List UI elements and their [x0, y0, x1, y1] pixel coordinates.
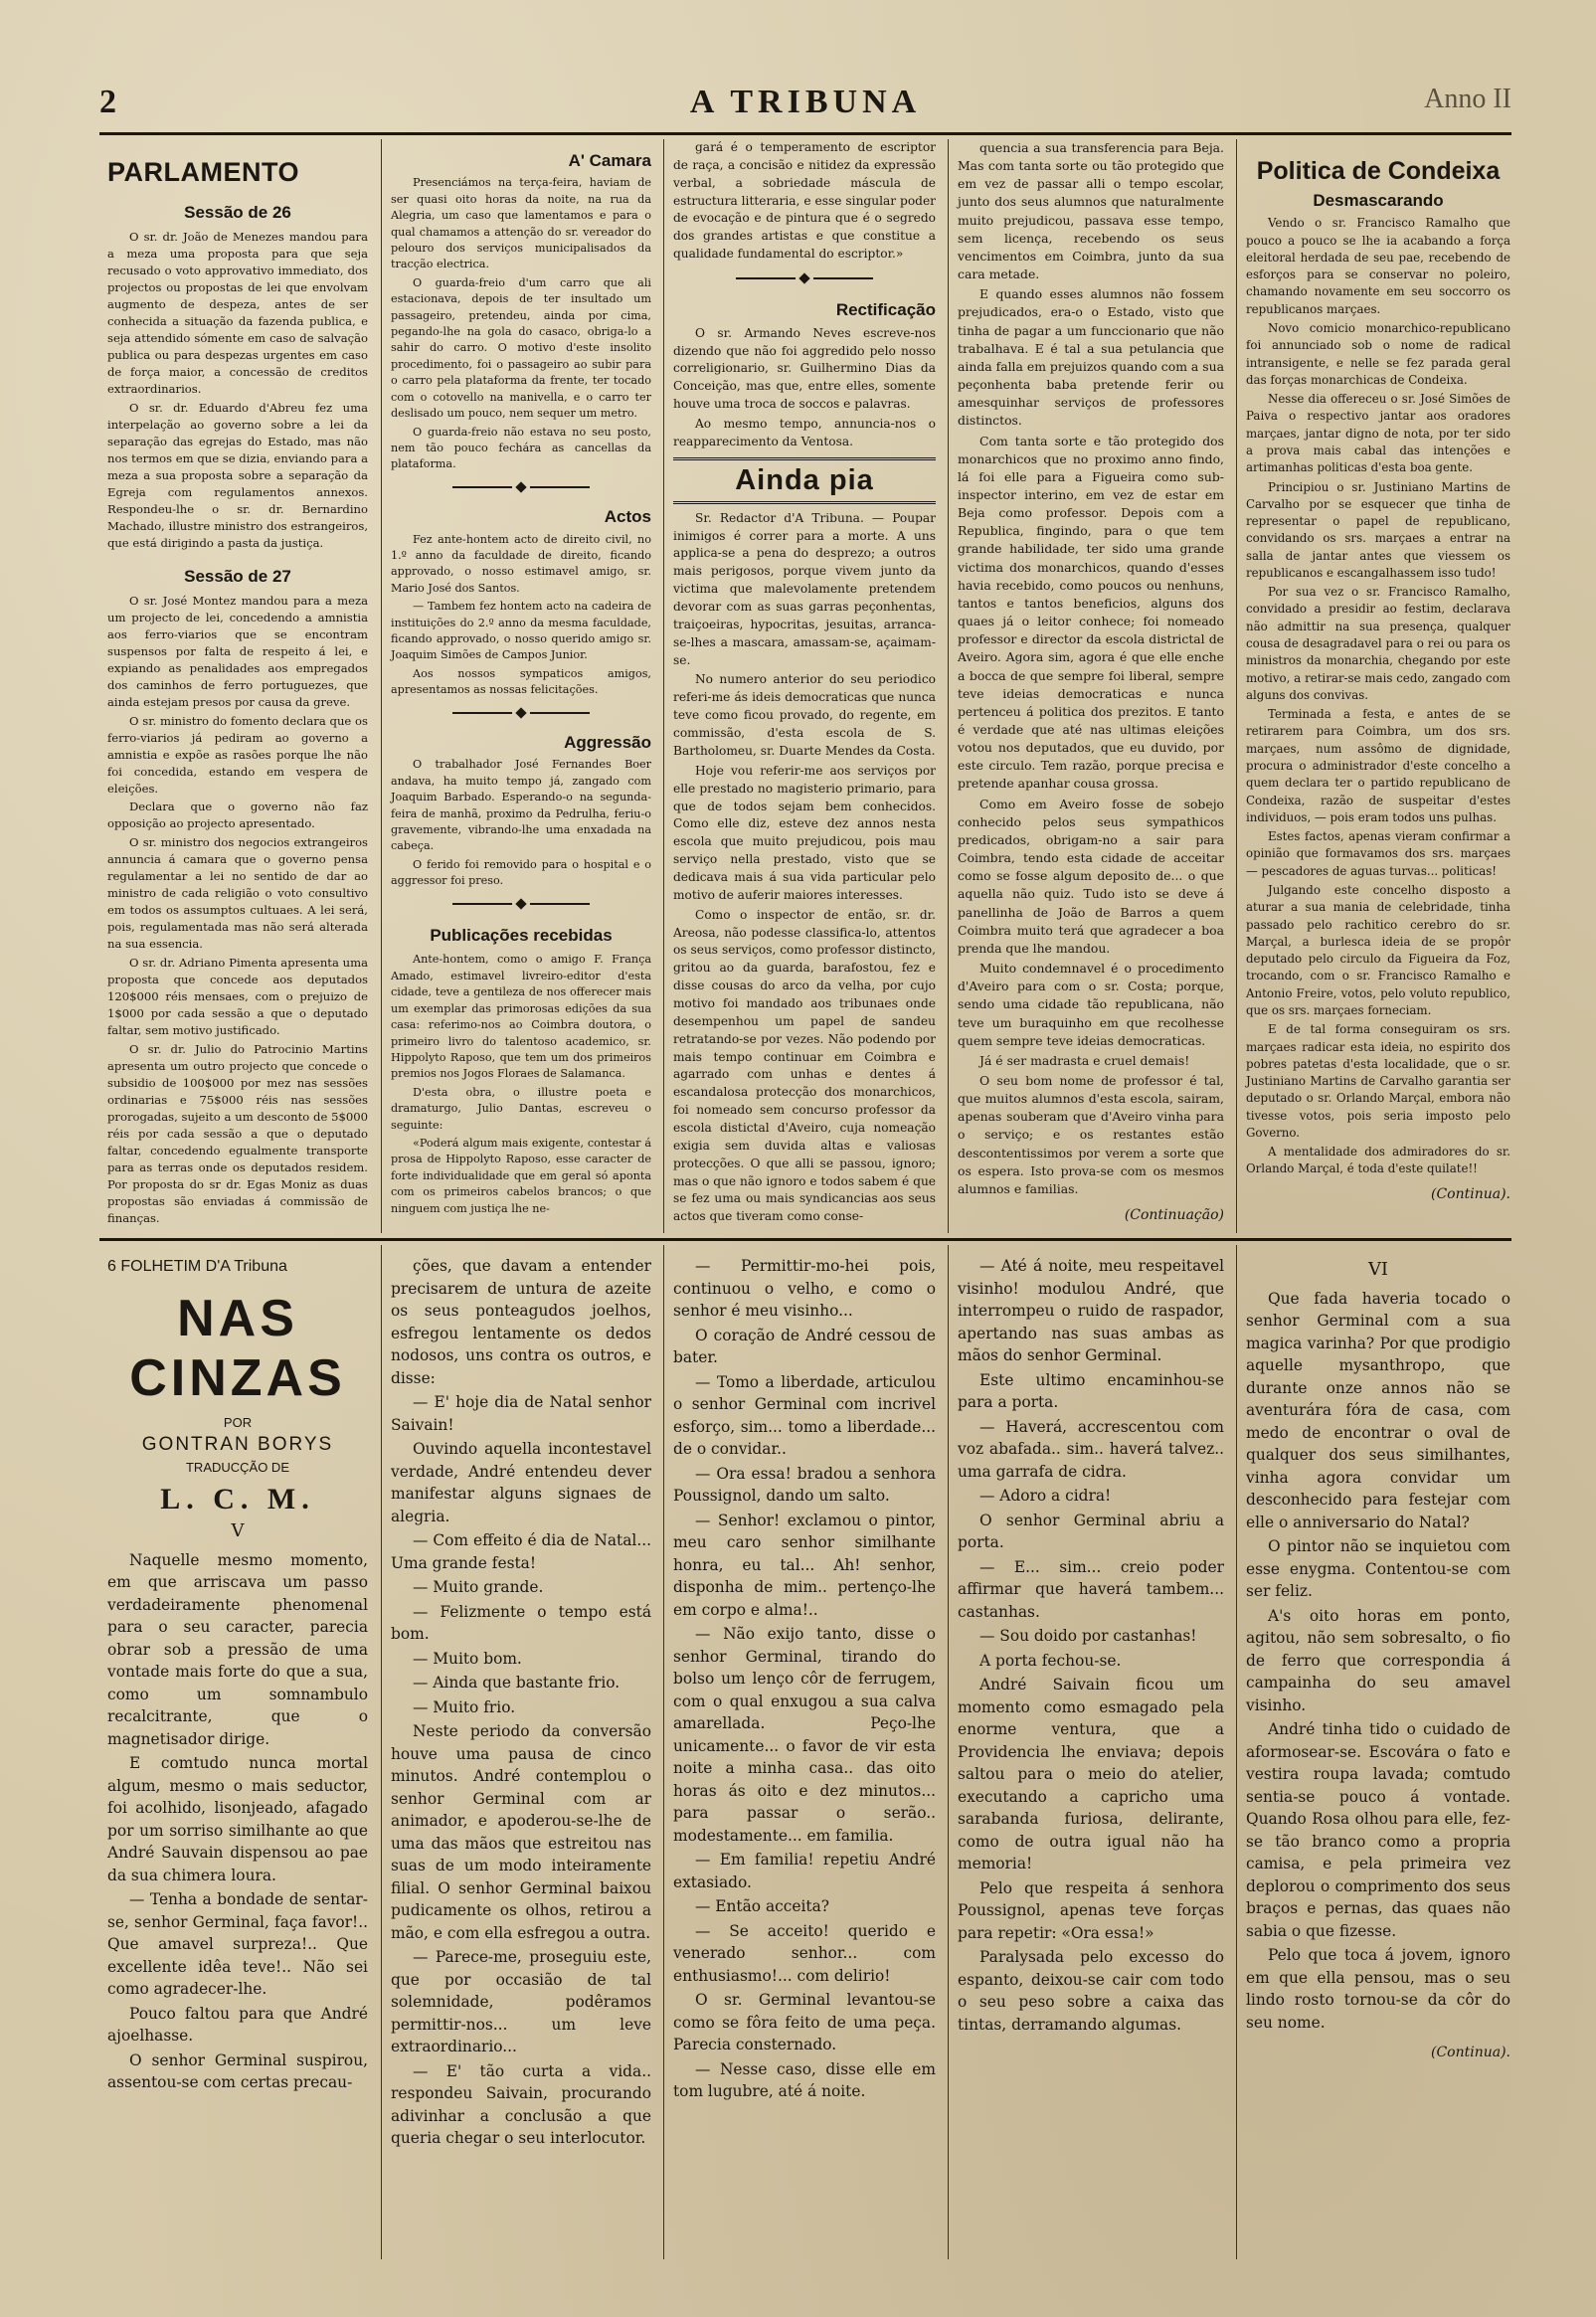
paragraph: Terminada a festa, e antes de se retirarem para Coimbra, um dos srs. marçaes, num assômo de dignidade, procura o administrador d'este concelho a quem declara ter o partido republicano de Condeixa, razão de suspeitar d'estes individuos, — pois eram todos uns pulhas. — [1246, 707, 1510, 824]
column-divider — [381, 1245, 382, 2259]
paragraph: — E... sim... creio poder affirmar que haverá tambem... castanhas. — [958, 1557, 1224, 1621]
paragraph: Este ultimo encaminhou-se para a porta. — [958, 1370, 1224, 1411]
column-divider — [1236, 139, 1237, 1233]
paragraph: Ante-hontem, como o amigo F. França Amado, estimavel livreiro-editor d'esta cidade, teve a gentileza de nos offerecer mais um exemplar das primorosas edições da sua casa: referimo-nos ao Coimbra doutora, o primeiro livro do talentoso academico, sr. Hippolyto Raposo, que tem um dos primeiros premios nos Jogos Floraes de Salamanca. — [391, 953, 651, 1081]
paragraph: Muito condemnavel é o procedimento d'Aveiro para com o sr. Costa; porque, sendo uma cidade tão republicana, não teve um buraquinho em que recolhesse quem sempre teve ideias democraticas. — [958, 961, 1224, 1048]
folhetim-translator: L. C. M. — [160, 1483, 315, 1515]
paragraph: André Saivain ficou um momento como esmagado pela enorme ventura, que a Providencia lhe enviava; depois saltou para o meio do atelier, executando a capricho uma sarabanda furiosa, delirante, como de outra igual não ha memoria! — [958, 1676, 1224, 1872]
paragraph: O trabalhador José Fernandes Boer andava, ha muito tempo já, zangado com Joaquim Barbado. Esperando-o na segunda-feira de manhã, proximo da Pedrulha, feriu-o gravemente, vibrando-lhe uma enxadada na cabeça. — [391, 758, 651, 853]
paragraph: E quando esses alumnos não fossem prejudicados, era-o o Estado, visto que tinha de pagar a um funccionario que não trabalhava. E é tal a sua petulancia que ainda falla em prejuizos quando com a sua peçonhenta baba pretende ferir ou amesquinhar serviços de professores distinctos. — [958, 286, 1224, 429]
column-divider — [663, 1245, 664, 2259]
folhetim-heading: 6 FOLHETIM D'A Tribuna — [107, 1258, 287, 1275]
paragraph: Naquelle mesmo momento, em que arriscava um passo verdadeiramente phenomenal para o seu caracter, parecia obrar sob a pressão de uma vontade mais forte do que a sua, como um somnambulo recalcitrante, que o magnetisador dirige. — [107, 1550, 368, 1748]
paragraph: «Poderá algum mais exigente, contestar á prosa de Hippolyto Raposo, esse caracter de forte individualidade que em geral só aponta com os primeiros cabelos brancos; o que ninguem com justiça lhe ne- — [391, 1136, 651, 1215]
subheading: Desmascarando — [1313, 191, 1444, 210]
paragraph: O coração de André cessou de bater. — [673, 1326, 936, 1366]
paragraph: Julgando este concelho disposto a aturar a sua mania de celebridade, tinha passado pelo rachitico cerebro do sr. Marçal, a burlesca ideia de se propôr deputado pelo circulo da Figueira da Foz, trocando, com o sr. Francisco Ramalho e Antonio Freire, votos, pelo voluto republico, que os srs. marçaes forneciam. — [1246, 882, 1510, 1017]
subheading: Sessão de 27 — [184, 566, 291, 586]
paragraph: — E' hoje dia de Natal senhor Saivain! — [391, 1393, 651, 1434]
paragraph: O sr. dr. João de Menezes mandou para a meza uma proposta para que seja recusado o voto approvativo immediato, dos projectos ou propostas de lei que envolvam augmento de despeza, antes de ser conhecida a situação da fazenda publica, e seja attendido sómente em caso de salvação publica ou para despezas urgentes em caso de força maior, a concessão de creditos extraordinarios. — [107, 229, 368, 396]
paragraph: — Ora essa! bradou a senhora Poussignol, dando um salto. — [673, 1464, 936, 1505]
paragraph: ções, que davam a entender precisarem de untura de azeite os seus ponteagudos joelhos, esfregou lentamente os dedos nodosos, uns contra os outros, e disse: — [391, 1257, 651, 1387]
folhetim-column — [673, 1255, 936, 2105]
paragraph: — Muito grande. — [413, 1578, 544, 1596]
paragraph: A's oito horas em ponto, agitou, não sem sobresalto, o fio de ferro que correspondia á campainha do seu amavel visinho. — [1246, 1606, 1510, 1714]
paragraph: O senhor Germinal abriu a porta. — [958, 1511, 1224, 1551]
paragraph: Já é ser madrasta e cruel demais! — [979, 1052, 1190, 1068]
paragraph: E de tal forma conseguiram os srs. marçaes radicar esta ideia, no espirito dos pobres patetas d'esta localidade, que o sr. Justiniano Martins de Carvalho garantia ser deputado o sr. Orlando Marçal, embora não tivesse votos, pois seria imposto pelo Governo. — [1246, 1022, 1510, 1140]
paragraph: — Então acceita? — [695, 1897, 830, 1915]
paragraph: — Tenha a bondade de sentar-se, senhor Germinal, faça favor!.. Que amavel surpreza!.. Que excellente idêa teve!.. Não sei como agradecer-lhe. — [107, 1890, 368, 1998]
paragraph: — Até á noite, meu respeitavel visinho! modulou André, que interrompeu o ruido de raspador, apertando nas suas ambas as mãos do senhor Germinal. — [958, 1257, 1224, 1364]
paragraph: — Senhor! exclamou o pintor, meu caro senhor similhante honra, eu tal... Ah! senhor, disponha de mim.. pertenço-lhe em corpo e alma!.. — [673, 1511, 936, 1619]
paragraph: Paralysada pelo excesso do espanto, deixou-se cair com todo o seu peso sobre a caixa das tintas, derramando algumas. — [958, 1948, 1224, 2034]
paragraph: Ouvindo aquella incontestavel verdade, André entendeu dever manifestar alguns signaes de alegria. — [391, 1440, 651, 1525]
paragraph: Vendo o sr. Francisco Ramalho que pouco a pouco se lhe ia acabando a força eleitoral herdada de seu pae, recebendo de esforços para se conservar no poleiro, chamando novamente em seu soccorro os republicanos marçaes. — [1246, 216, 1510, 316]
paragraph: André tinha tido o cuidado de aformosear-se. Escovára o fato e vestira roupa lavada; comtudo sentia-se pouco á vontade. Quando Rosa olhou para elle, fez-se tão branco como a propria camisa, e pela primeira vez deplorou o comprimento dos seus braços e pernas, das quaes não sabia o que fizesse. — [1246, 1720, 1510, 1940]
paragraph: O sr. dr. Eduardo d'Abreu fez uma interpelação ao governo sobre a lei da separação das egrejas do Estado, mas não nos termos em que se dizia, enviando para a meza a sua proposta sobre a separação da Egreja com regulamentos annexos. Respondeu-lhe o sr. dr. Bernardino Machado, illustre ministro dos estrangeiros, que está dirigindo a pasta da justiça. — [107, 400, 368, 550]
masthead — [99, 84, 1511, 123]
paragraph: — Ainda que bastante frio. — [413, 1674, 621, 1692]
paragraph: O sr. Armando Neves escreve-nos dizendo que não foi aggredido pelo nosso correligionario, sr. Guilhermino Dias da Conceição, mas que, entre elles, somente houve uma troca de soccos e palavras. — [673, 325, 936, 412]
paragraph: — Muito bom. — [413, 1649, 522, 1668]
article-title: Politica de Condeixa — [1256, 157, 1501, 185]
folhetim-author: GONTRAN BORYS — [141, 1434, 334, 1455]
folhetim-column — [391, 1255, 651, 2152]
ornament-divider — [391, 896, 651, 912]
paragraph: — Adoro a cidra! — [979, 1487, 1112, 1505]
paragraph: — Tomo a liberdade, articulou o senhor Germinal com incrivel esforço, sim... tomo a liberdade... de o convidar.. — [673, 1372, 936, 1458]
paragraph: — Se acceito! querido e venerado senhor... com enthusiasmo!... com delirio! — [673, 1921, 936, 1985]
subheading: Publicações recebidas — [430, 926, 613, 946]
chapter-number: V — [231, 1520, 245, 1541]
paragraph: O senhor Germinal suspirou, assentou-se com certas precau- — [107, 2050, 368, 2091]
paragraph: O guarda-freio não estava no seu posto, nem tão pouco fechára as cancellas da plataforma. — [391, 425, 651, 471]
paragraph: Como em Aveiro fosse de sobejo conhecido pelos seus sympathicos predicados, obrigam-no a sair para Coimbra, tendo esta cidade de acceitar como se fosse algum deposito de... o que aquella não quiz. Tudo isto se deve á panellinha de João de Barros a quem Coimbra muito terá que agradecer a boa prenda que lhe mandou. — [958, 796, 1224, 956]
paragraph: Aos nossos sympaticos amigos, apresentamos as nossas felicitações. — [391, 666, 651, 697]
paragraph: Pouco faltou para que André ajoelhasse. — [107, 2004, 368, 2045]
column-ainda-pia-cont — [958, 139, 1224, 1224]
paragraph: Sr. Redactor d'A Tribuna. — Poupar inimigos é correr para a morte. A uns applica-se a pena do desprezo; a outros mais perigosos, porque vivem junto da victima que malevolamente pretendem devorar com as suas garras peçonhentas, traiçoeiras, hypocritas, jesuitas, arranca-se-lhes a mascara, amassam-se, açaimam-se. — [673, 510, 936, 667]
paragraph: O sr. Germinal levantou-se como se fôra feito de uma peça. Parecia consternado. — [673, 1991, 936, 2053]
paragraph: Como o inspector de então, sr. dr. Areosa, não podesse classifica-lo, attentos os seus serviços, como professor distincto, gritou ao da guarda, barafostou, fez e disse cousas do arco da velha, por cujo motivo foi mandado aos tribunaes onde desempenhou um papel de sandeu retratando-se por vezes. Não podendo por mais tempo continuar em Coimbra e agarrado com unhas e dentes á escandalosa protecção dos monarchicos, foi nomeado sem concurso professor da escola distictal d'Aveiro, cuja nomeação exigia sem duvida altas e valiosas protecções. O que alli se passou, ignoro; mas o que não ignoro e todos sabem é que se fez uma ou mais syndicancias aos seus actos que tiveram como conse- — [673, 907, 936, 1224]
ornament-divider — [391, 705, 651, 721]
folhetim-column — [1246, 1255, 1510, 2064]
paragraph: gará é o temperamento de escriptor de raça, a concisão e nitidez da expressão verbal, a sobriedade máscula de estructura litteraria, e esse singular poder de evocação e de pintura que é o segredo dos grandes artistas e que constitue a qualidade fundamental do escriptor.» — [673, 140, 936, 262]
paragraph: Pelo que respeita á senhora Poussignol, apenas teve forças para repetir: «Ora essa!» — [958, 1878, 1224, 1942]
masthead-rule — [99, 132, 1511, 135]
paragraph: — Tambem fez hontem acto na cadeira de instituições do 2.º anno da mesma faculdade, ficando approvado, o nosso querido amigo sr. Joaquim Simões de Campos Junior. — [391, 600, 651, 662]
paragraph: Com tanta sorte e tão protegido dos monarchicos que no proximo anno findo, lá foi elle para a Figueira como sub-inspector interino, em vez de estar em Beja como professor. Depois com a Republica, fingindo, para o que tem grande habilidade, ter sido uma grande victima dos monarchicos, quando d'esses havia recebido, como poucos ou nenhuns, tantos e tantos beneficios, alguns dos quaes já o leitor conhece; foi nomeado professor e director da escola districtal de Aveiro. Agora sim, agora é que elle enche a bocca de que sempre foi liberal, sempre teve ideias democraticas e nunca pertenceu á politica dos prezitos. E tanto é verdade que até nas ultimas eleições votou nos deputados, que eu duvido, por este circulo. Tem razão, porque precisa e pretende apanhar cousa grossa. — [958, 433, 1224, 792]
paragraph: O seu bom nome de professor é tal, que muitos alumnos d'esta escola, sairam, apenas souberam que d'Aveiro vinha para o serviço; e os restantes estão descontentissimos por verem a sorte que os espera. Isto prova-se com os mesmos alumnos e familias. — [958, 1072, 1224, 1196]
paragraph: No numero anterior do seu periodico referi-me ás ideis democraticas que nunca teve como ficou provado, do regente, em commissão, d'esta escola de S. Bartholomeu, sr. Duarte Mendes da Costa. — [673, 672, 936, 758]
paragraph: — Nesse caso, disse elle em tom lugubre, até á noite. — [673, 2059, 936, 2100]
paragraph: — Muito frio. — [413, 1697, 516, 1716]
paragraph: — Permittir-mo-hei pois, continuou o velho, e como o senhor é meu visinho... — [673, 1257, 936, 1320]
continuation-note: (Continua). — [1430, 2045, 1510, 2060]
newspaper-title: A TRIBUNA — [689, 84, 922, 120]
paragraph: O sr. ministro dos negocios extrangeiros annuncia á camara que o governo pensa regulamentar a lei no sentido de dar ao ministro de cada religião o voto consultivo em todos os assumptos cultuaes. A lei será, pois, regulamentada mas não será alterada na sua essencia. — [107, 835, 368, 952]
folhetim-translation-label: TRADUCÇÃO DE — [185, 1459, 289, 1475]
paragraph: Principiou o sr. Justiniano Martins de Carvalho por se esquecer que tinha de representar o papel de republicano, convidando os srs. marçaes a entrar na salla de jantar antes que viessem os republicanos e escangalhassem isso tudo! — [1246, 479, 1510, 580]
paragraph: A mentalidade dos admiradores do sr. Orlando Marçal, é toda d'este quilate!! — [1246, 1145, 1510, 1176]
column-divider — [948, 1245, 949, 2259]
paragraph: Neste periodo da conversão houve uma pausa de cinco minutos. André contemplou o senhor Germinal com ar animador, e apoderou-se-lhe de uma das mãos que estreitou nas suas de um modo inteiramente filial. O senhor Germinal baixou pudicamente os olhos, retirou a mão, e com ella esfregou a outra. — [391, 1722, 651, 1942]
subheading: A' Camara — [568, 151, 651, 170]
subheading: Rectificação — [835, 299, 936, 319]
column-ainda-pia — [673, 139, 936, 1228]
column-divider — [948, 139, 949, 1233]
paragraph: E comtudo nunca mortal algum, mesmo o mais seductor, foi acolhido, lisonjeado, afagado por um sorriso similhante ao que André Sauvain dispensou ao pae da sua chimera loura. — [107, 1754, 368, 1884]
paragraph: O pintor não se inquietou com esse enygma. Contentou-se com ser feliz. — [1246, 1537, 1510, 1600]
ornament-divider — [391, 479, 651, 495]
paragraph: Declara que o governo não faz opposição ao projecto apresentado. — [107, 800, 368, 831]
column-politica — [1246, 139, 1510, 1203]
folhetim-rule — [99, 1238, 1511, 1241]
paragraph: Novo comicio monarchico-republicano foi annunciado sob o nome de radical intransigente, e nelle se fez parada geral das forças monarchicas de Condeixa. — [1246, 320, 1510, 387]
page-number: 2 — [99, 84, 116, 120]
paragraph: O sr. ministro do fomento declara que os ferro-viarios já pediram ao governo a amnistia e expõe as rasões porque lhe não foi concedida, estando em vespera de eleições. — [107, 713, 368, 796]
paragraph: O guarda-freio d'um carro que ali estacionava, depois de ter insultado um passageiro, pretendeu, ainda por cima, pegando-lhe na gola do casaco, obriga-lo a sahir do carro. O motivo d'este insolito procedimento, foi o passageiro ao subir para o carro pela plataforma da frente, ter tocado com o cotovello na manivella, e o carro ter deslisado um pouco, nem sequer um metro. — [391, 275, 651, 421]
continuation-note: (Continuação) — [1124, 1207, 1224, 1224]
folhetim-column — [107, 1248, 368, 2096]
paragraph: Por sua vez o sr. Francisco Ramalho, convidado a presidir ao festim, declarava não admittir na sua presença, qualquer cousa de desagradavel para o rei ou para os ministros da monarchia, chegando por este motivo, a retirar-se mais cedo, zangado com alguns dos convivas. — [1246, 585, 1510, 702]
paragraph: — Não exijo tanto, disse o senhor Germinal, tirando do bolso um lenço côr de ferrugem, com o qual enxugou a sua calva amarellada. Peço-lhe unicamente... o favor de vir esta noite a minha casa.. das oito horas ás oito e dez minutos... para passar o serão.. modestamente... em familia. — [673, 1625, 936, 1845]
paragraph: Hoje vou referir-me aos serviços por elle prestado no magisterio primario, para que de todos sejam bem conhecidos. Como elle diz, esteve dez annos nesta escola que muito prejudicou, pois mau serviço nella prestado, visto que se dedicava mais á sua vida particular pelo motivo de auferir maiores interesses. — [673, 763, 936, 902]
paragraph: Pelo que toca á jovem, ignoro em que ella pensou, mas o seu lindo rosto tornou-se da côr do seu nome. — [1246, 1946, 1510, 2032]
article-title: Ainda pia — [673, 457, 936, 504]
folhetim-title: NAS CINZAS — [129, 1289, 346, 1407]
column-divider — [1236, 1245, 1237, 2259]
paragraph: Que fada haveria tocado o senhor Germinal com a sua magica varinha? Por que prodigio aquelle mysanthropo, que durante onze annos não se aventurára fóra de casa, com medo de encontrar o oval de qualquer dos seus similhantes, vinha agora convidar um desconhecido para festejar com elle o anniversario do Natal? — [1246, 1289, 1510, 1531]
ornament-divider — [673, 269, 936, 287]
column-divider — [381, 139, 382, 1233]
column-news — [391, 139, 651, 1219]
paragraph: — Sou doido por castanhas! — [979, 1627, 1197, 1645]
continuation-note: (Continua). — [1430, 1185, 1510, 1202]
paragraph: quencia a sua transferencia para Beja. Mas com tanta sorte ou tão protegido que em vez de passar alli o tempo escolar, junto dos seus alumnos que naturalmente muito prejudicou, passava esse tempo, sem licença, recebendo os seus vencimentos em Coimbra, junto da sua cara metade. — [958, 140, 1224, 282]
chapter-number: VI — [1367, 1259, 1389, 1280]
subheading: Aggressão — [564, 733, 651, 752]
year-label: Anno II — [1424, 84, 1511, 114]
paragraph: O sr. dr. Adriano Pimenta apresenta uma proposta que concede aos deputados 120$000 réis mensaes, com o prejuizo de 1$000 por cada sessão a que o deputado faltar, sem motivo justificado. — [107, 956, 368, 1038]
paragraph: D'esta obra, o illustre poeta e dramaturgo, Julio Dantas, escreveu o seguinte: — [391, 1085, 651, 1132]
paragraph: — Com effeito é dia de Natal... Uma grande festa! — [391, 1531, 651, 1572]
paragraph: — Parece-me, proseguiu este, que por occasião de tal solemnidade, podêramos permittir-nos... um leve extraordinario... — [391, 1948, 651, 2055]
paragraph: — Felizmente o tempo está bom. — [391, 1602, 651, 1643]
column-parlamento — [107, 139, 368, 1229]
section-heading: PARLAMENTO — [107, 157, 299, 187]
paragraph: O ferido foi removido para o hospital e o aggressor foi preso. — [391, 857, 651, 888]
folhetim-por: POR — [223, 1414, 253, 1430]
paragraph: O sr. José Montez mandou para a meza um projecto de lei, concedendo a amnistia aos ferro-viarios que se encontram suspensos por falta de respeito á lei, e expiando as penalidades aos empregados dos caminhos de ferro portuguezes, que ainda estejam presos por causa da greve. — [107, 593, 368, 709]
subheading: Actos — [604, 507, 651, 527]
paragraph: — Em familia! repetiu André extasiado. — [673, 1851, 936, 1891]
folhetim-column — [958, 1255, 1224, 2038]
paragraph: — E' tão curta a vida.. respondeu Saivain, procurando adivinhar a conclusão a que queria chegar o seu interlocutor. — [391, 2061, 651, 2147]
paragraph: A porta fechou-se. — [979, 1651, 1122, 1670]
paragraph: Estes factos, apenas vieram confirmar a opinião que formavamos dos srs. marçaes — pescadores de aguas turvas... politicas! — [1246, 829, 1510, 878]
paragraph: Fez ante-hontem acto de direito civil, no 1.º anno da faculdade de direito, ficando approvado, o nosso estimavel amigo, sr. Mario José dos Santos. — [391, 532, 651, 595]
column-divider — [663, 139, 664, 1233]
paragraph: Presenciámos na terça-feira, haviam de ser quasi oito horas da noite, na rua da Alegria, um caso que lamentamos e para o qual chamamos a attenção do sr. vereador do pelouro dos serviços municipalisados da tracção electrica. — [391, 176, 651, 271]
paragraph: — Haverá, accrescentou com voz abafada.. sim.. haverá talvez.. uma garrafa de cidra. — [958, 1417, 1224, 1481]
paragraph: Nesse dia offereceu o sr. José Simões de Paiva o respectivo jantar aos oradores marçaes, jantar digno de nota, por ter sido a prova mais cabal das intenções e artimanhas politicas d'esta boa gente. — [1246, 392, 1510, 475]
paragraph: Ao mesmo tempo, annuncia-nos o reapparecimento da Ventosa. — [673, 417, 936, 448]
paragraph: O sr. dr. Julio do Patrocinio Martins apresenta um outro projecto que concede o subsidio de 100$000 por mez nas sessões ordinarias e 75$000 réis nas sessões prorogadas, sujeito a um desconto de 5$000 réis por cada sessão a que o deputado faltar, concedendo egualmente transporte para as terras onde os deputados residem. Por proposta do sr dr. Egas Moniz as duas propostas são enviadas á commissão de finanças. — [107, 1042, 368, 1226]
subheading: Sessão de 26 — [184, 203, 291, 222]
